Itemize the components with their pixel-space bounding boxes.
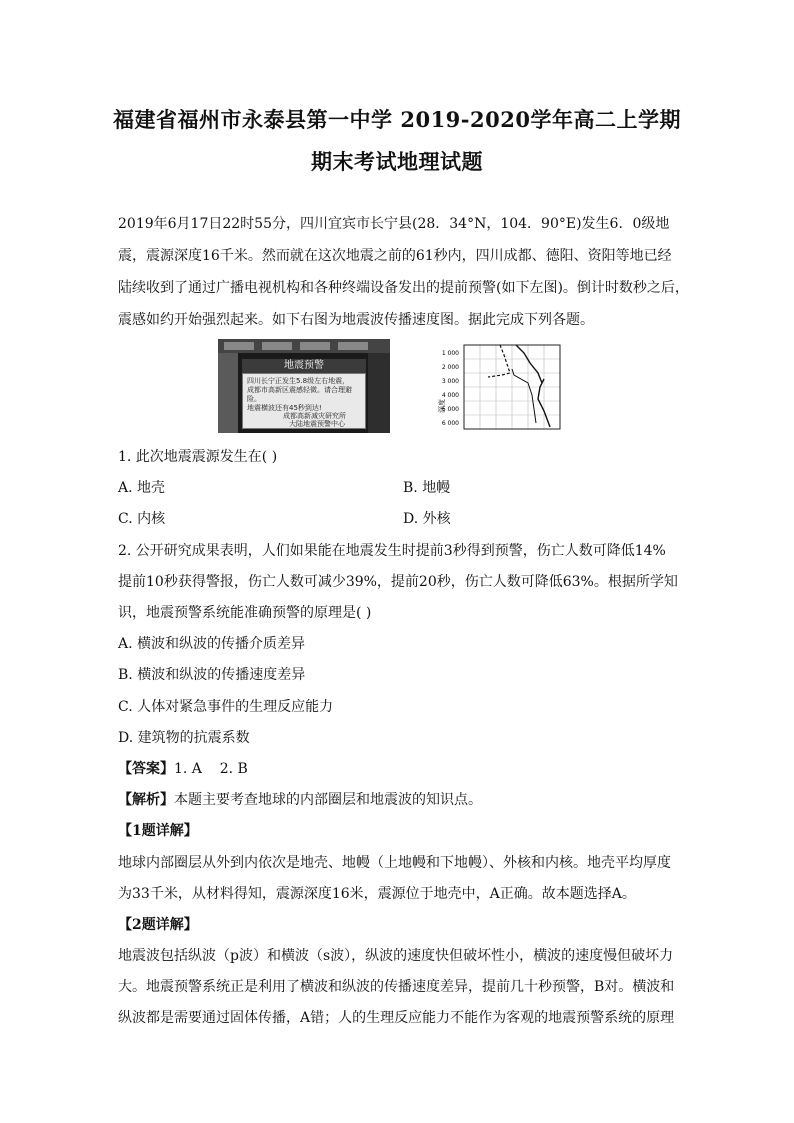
detail-1-heading: 【1题详解】: [118, 823, 198, 839]
question-2-stem-line: 识，地震预警系统能准确预警的原理是( ): [118, 605, 372, 621]
question-2-stem-line: 提前10秒获得警报，伤亡人数可减少39%，提前20秒，伤亡人数可降低63%。根据所学知: [118, 574, 678, 590]
s-wave-curve: [488, 345, 510, 377]
intro-line: 震，震源深度16千米。然而就在这次地震之前的61秒内，四川成都、德阳、资阳等地已经: [118, 248, 672, 264]
question-2-stem-line: 2. 公开研究成果表明，人们如果能在地震发生时提前3秒得到预警，伤亡人数可降低14%: [118, 543, 666, 559]
q1-option-a: A. 地壳: [118, 480, 166, 496]
q2-option-d: D. 建筑物的抗震系数: [118, 730, 250, 746]
depth-tick: 5 000: [441, 406, 459, 413]
warning-line: 地震横波还有45秒到达!: [247, 404, 322, 412]
intro-line: 震感如约开始强烈起来。如下右图为地震波传播速度图。据此完成下列各题。: [118, 312, 594, 328]
warning-header: 地震预警: [242, 359, 366, 373]
depth-axis-label: 深度: [438, 399, 446, 413]
question-1-stem: 1. 此次地震震源发生在( ): [118, 449, 278, 465]
analysis-text: 本题主要考查地球的内部圈层和地震波的知识点。: [174, 792, 482, 808]
detail-2-line: 大。地震预警系统正是利用了横波和纵波的传播速度差异，提前几十秒预警，B对。横波和: [118, 979, 675, 995]
intro-line: 陆续收到了通过广播电视机构和各种终端设备发出的提前预警(如下左图)。倒计时数秒之后，: [118, 280, 689, 296]
intro-line: 2019年6月17日22时55分，四川宜宾市长宁县(28．34°N，104．90°E)发生6．0级地: [118, 216, 670, 232]
depth-tick: 4 000: [441, 392, 459, 399]
detail-2-heading: 【2题详解】: [118, 917, 198, 933]
detail-1-line: 为33千米，从材料得知，震源深度16米，震源位于地壳中，A正确。故本题选择A。: [118, 886, 636, 902]
warning-line: 四川长宁正发生5.8级左右地震，: [247, 377, 350, 385]
earthquake-warning-photo: [218, 339, 390, 433]
answer-label: 【答案】: [118, 761, 174, 777]
warning-line: 险。: [247, 395, 261, 403]
detail-2-line: 纵波都是需要通过固体传播，A错；人的生理反应能力不能作为客观的地震预警系统的原理: [118, 1010, 675, 1026]
warning-line: 成都市高新区震感轻微。请合理避: [247, 386, 352, 394]
analysis-label: 【解析】: [118, 792, 174, 808]
depth-tick: 1 000: [441, 350, 459, 357]
q2-option-b: B. 横波和纵波的传播速度差异: [118, 667, 306, 683]
q2-option-c: C. 人体对紧急事件的生理反应能力: [118, 699, 334, 715]
warning-line: 大陆地震预警中心: [289, 420, 345, 428]
q1-option-d: D. 外核: [403, 511, 451, 527]
q2-option-a: A. 横波和纵波的传播介质差异: [118, 636, 306, 652]
q1-option-b: B. 地幔: [403, 480, 451, 496]
warning-message-box: [242, 373, 366, 429]
depth-tick: 6 000: [441, 420, 459, 427]
seismic-wave-speed-diagram: [440, 339, 572, 433]
warning-line: 成都高新减灾研究所: [283, 412, 346, 420]
document-title-line1: 福建省福州市永泰县第一中学 2019-2020学年高二上学期: [113, 107, 681, 132]
detail-2-line: 地震波包括纵波（p波）和横波（s波），纵波的速度快但破坏性小，横波的速度慢但破坏力: [118, 948, 674, 964]
document-title-line2: 期末考试地理试题: [311, 149, 483, 174]
depth-tick: 3 000: [441, 378, 459, 385]
analysis-line: [118, 790, 678, 810]
detail-1-line: 地球内部圈层从外到内依次是地壳、地幔（上地幔和下地幔）、外核和内核。地壳平均厚度: [118, 855, 671, 871]
depth-tick: 2 000: [441, 364, 459, 371]
answer-line: [118, 759, 678, 779]
answer-text: 1. A 2. B: [174, 761, 248, 777]
q1-option-c: C. 内核: [118, 511, 166, 527]
